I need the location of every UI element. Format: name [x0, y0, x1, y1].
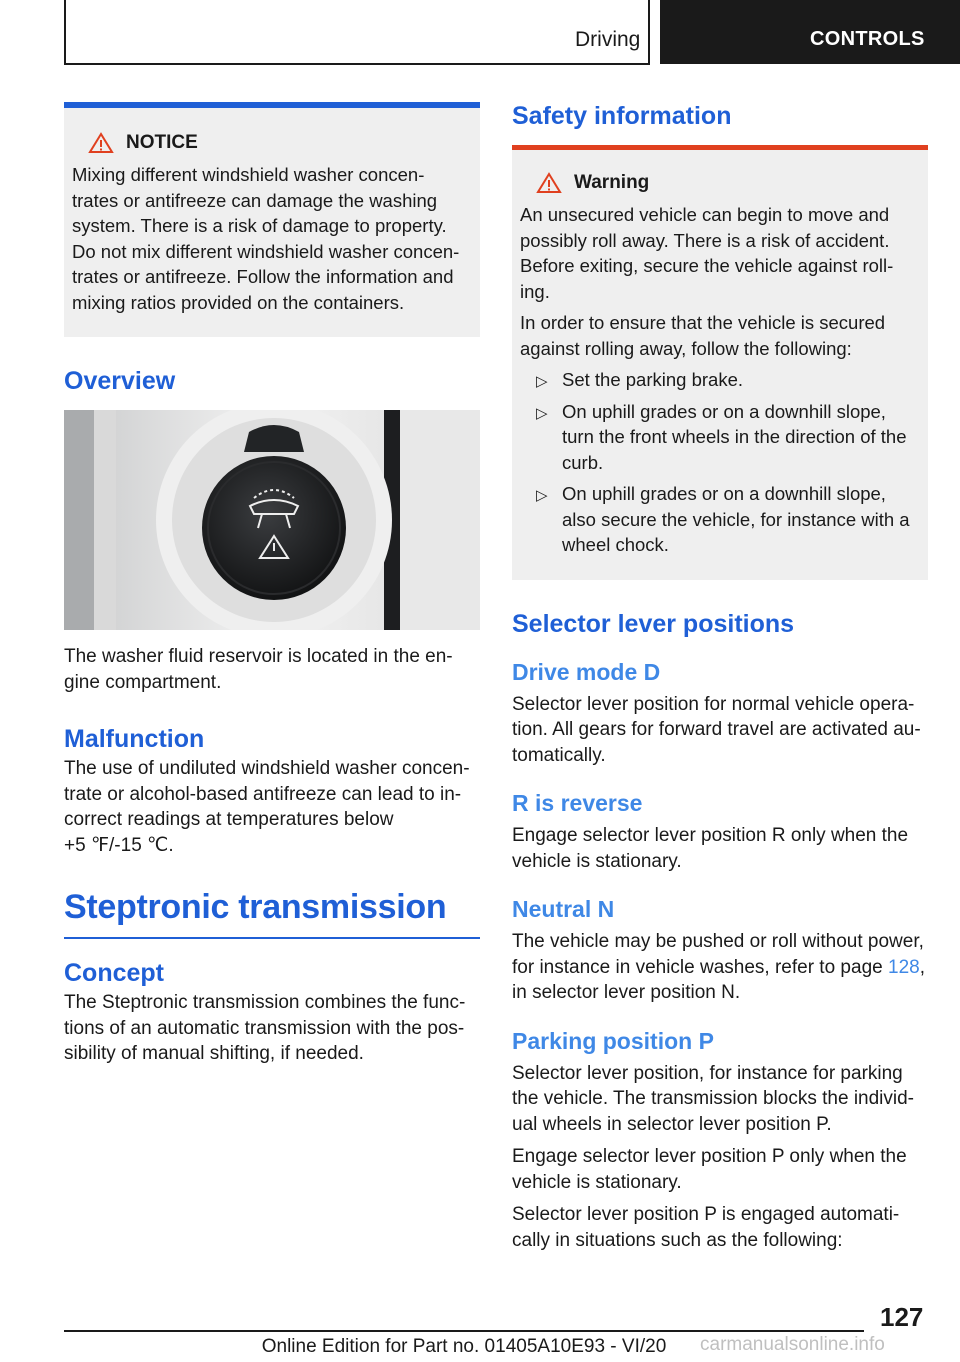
washer-reservoir-photo [64, 410, 480, 630]
malfunction-text: The use of undiluted windshield washer concen-trate or alcohol-based antifreeze can lead to in-correct readings at temperatures below [64, 758, 470, 830]
selector-heading: Selector lever positions [512, 609, 795, 638]
header-section: Driving [575, 28, 641, 51]
list-item: ▷ Set the parking brake. [520, 367, 918, 393]
drive-mode-text: Selector lever position for normal vehicle opera-tion. All gears for forward travel are activated au-tomatically. [512, 693, 921, 766]
malfunction-heading: Malfunction [64, 725, 205, 753]
parking-text-3: Selector lever position P is engaged automati-cally in situations such as the following: [512, 1204, 900, 1251]
reverse-heading: R is reverse [512, 790, 643, 816]
page-number: 127 [880, 1302, 924, 1332]
warning-triangle-icon [88, 132, 114, 154]
warning-label: Warning [574, 172, 650, 193]
header-rule-bottom [64, 63, 650, 65]
page-reference-link[interactable]: 128 [888, 956, 920, 978]
bullet-triangle-icon: ▷ [536, 404, 548, 422]
notice-title [88, 132, 470, 154]
warning-title [536, 172, 918, 194]
notice-label: NOTICE [126, 132, 198, 153]
concept-heading: Concept [64, 959, 164, 987]
bullet-triangle-icon: ▷ [536, 487, 548, 504]
footer-rule [64, 1330, 864, 1332]
notice-box [64, 102, 480, 337]
neutral-text: The vehicle may be pushed or roll without power, for instance in vehicle washes, refer to page 128, in selector lever position N. [512, 931, 925, 1003]
warning-text-1: An unsecured vehicle can begin to move and possibly roll away. There is a risk of accident. Before exiting, secure the vehicle against roll-ing. [520, 204, 894, 302]
warning-bullets [520, 367, 918, 558]
parking-heading: Parking position P [512, 1027, 714, 1054]
neutral-heading: Neutral N [512, 896, 615, 922]
parking-text-2: Engage selector lever position P only when the vehicle is stationary. [512, 1146, 907, 1193]
bullet-triangle-icon: ▷ [536, 373, 548, 390]
warning-box [512, 145, 928, 580]
header-chapter-tab: CONTROLS [660, 0, 960, 64]
header-separator [648, 0, 650, 64]
left-column [64, 102, 480, 1074]
watermark: carmanualsonline.info [700, 1334, 885, 1355]
parking-text-1: Selector lever position, for instance for parking the vehicle. The transmission blocks the individ-ual wheels in selector lever position P. [512, 1062, 915, 1135]
drive-mode-heading: Drive mode D [512, 658, 661, 685]
malfunction-temperature: +5 ℉/-15 ℃. [64, 834, 174, 856]
overview-caption: The washer fluid reservoir is located in the en-gine compartment. [64, 646, 453, 693]
list-item: ▷ On uphill grades or on a downhill slope, also secure the vehicle, for instance with a wheel chock. [536, 483, 910, 555]
warning-text-2: In order to ensure that the vehicle is secured against rolling away, follow the following: [520, 312, 886, 359]
header-rule-left [64, 0, 66, 64]
concept-text: The Steptronic transmission combines the func-tions of an automatic transmission with the pos-sibility of manual shifting, if needed. [64, 992, 466, 1064]
footer-edition: Online Edition for Part no. 01405A10E93 - VI/20 [261, 1336, 667, 1357]
notice-text: Mixing different windshield washer concen-trates or antifreeze can damage the washing system. There is a risk of damage to property. Do not mix different windshield washer concen-trates or antifreeze. Follow the information and mixing ratios provided on the containers. [72, 164, 460, 313]
overview-heading: Overview [64, 367, 176, 395]
safety-heading: Safety information [512, 102, 732, 130]
steptronic-heading: Steptronic transmission [64, 888, 480, 939]
list-item: ▷ On uphill grades or on a downhill slope, turn the front wheels in the direction of the curb. [536, 400, 907, 473]
warning-triangle-icon [536, 172, 562, 194]
reverse-text: Engage selector lever position R only when the vehicle is stationary. [512, 825, 909, 872]
right-column [512, 102, 928, 1260]
